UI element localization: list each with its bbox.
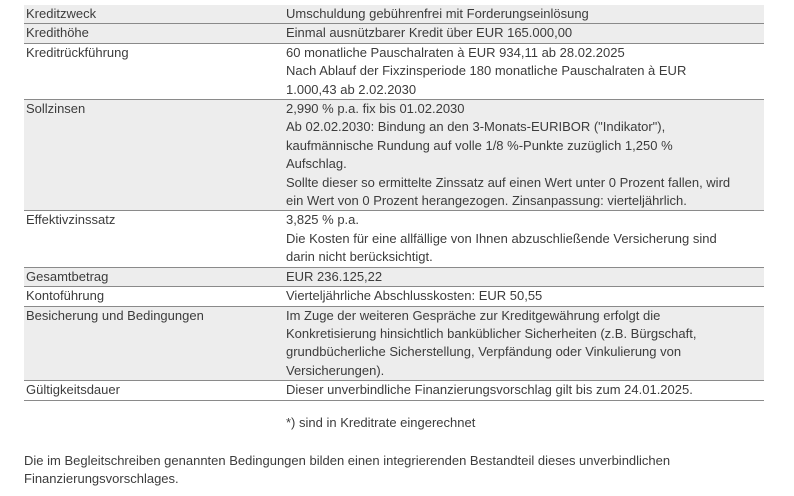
- table-row-kontofuehrung: [24, 287, 764, 306]
- row-value: [284, 267, 764, 286]
- row-value: [284, 43, 764, 99]
- row-value: [284, 24, 764, 43]
- row-label: Kreditrückführung: [24, 43, 284, 99]
- footnote: *) sind in Kreditrate eingerechnet: [286, 415, 476, 430]
- row-value: [284, 381, 764, 400]
- table-row-effektivzinssatz: [24, 211, 764, 267]
- table-row-sollzinsen: [24, 100, 764, 211]
- table-row-kredithoehe: [24, 24, 764, 43]
- row-label: Kreditzweck: [24, 5, 284, 24]
- table-row-kreditzweck: [24, 5, 764, 24]
- row-value: [284, 211, 764, 267]
- value-line: EUR 236.125,22: [286, 268, 383, 284]
- row-value: [284, 306, 764, 381]
- value-line: Ab 02.02.2030: Bindung an den 3-Monats-EURIBOR ("Indikator"),: [286, 119, 666, 135]
- value-line: Im Zuge der weiteren Gespräche zur Kreditgewährung erfolgt die: [286, 307, 661, 323]
- value-line: Sollte dieser so ermittelte Zinssatz auf einen Wert unter 0 Prozent fallen, wird: [286, 174, 731, 190]
- row-value: [284, 100, 764, 211]
- value-line: Nach Ablauf der Fixzinsperiode 180 monatliche Pauschalraten à EUR: [286, 63, 687, 79]
- row-label: Effektivzinssatz: [24, 211, 284, 267]
- closing-paragraph: [24, 452, 764, 489]
- value-line: Umschuldung gebührenfrei mit Forderungseinlösung: [286, 6, 589, 21]
- row-value: [284, 5, 764, 24]
- value-line: grundbücherliche Sicherstellung, Verpfändung oder Vinkulierung von: [286, 344, 682, 360]
- loan-terms-table: [24, 5, 764, 401]
- value-line: 2,990 % p.a. fix bis 01.02.2030: [286, 101, 465, 117]
- row-label: Gesamtbetrag: [24, 267, 284, 286]
- row-label: Kredithöhe: [24, 24, 284, 43]
- value-line: darin nicht berücksichtigt.: [286, 249, 433, 265]
- value-line: 3,825 % p.a.: [286, 212, 359, 228]
- value-line: 1.000,43 ab 2.02.2030: [286, 81, 417, 97]
- value-line: Konkretisierung hinsichtlich banküblicher Sicherheiten (z.B. Bürgschaft,: [286, 325, 697, 341]
- value-line: ein Wert von 0 Prozent herangezogen. Zinsanpassung: vierteljährlich.: [286, 193, 687, 209]
- table-row-gesamtbetrag: [24, 267, 764, 286]
- row-label: Besicherung und Bedingungen: [24, 306, 284, 381]
- row-label: Kontoführung: [24, 287, 284, 306]
- value-line: Dieser unverbindliche Finanzierungsvorschlag gilt bis zum 24.01.2025.: [286, 382, 693, 398]
- row-label: Gültigkeitsdauer: [24, 381, 284, 400]
- value-line: Versicherungen).: [286, 362, 385, 378]
- closing-line: Finanzierungsvorschlages.: [24, 471, 179, 487]
- table-row-gueltigkeitsdauer: [24, 381, 764, 400]
- value-line: Aufschlag.: [286, 156, 347, 172]
- row-label: Sollzinsen: [24, 100, 284, 211]
- value-line: 60 monatliche Pauschalraten à EUR 934,11 ab 28.02.2025: [286, 44, 625, 60]
- table-row-kreditrueckfuehrung: [24, 43, 764, 99]
- value-line: Einmal ausnützbarer Kredit über EUR 165.000,00: [286, 25, 573, 41]
- value-line: Die Kosten für eine allfällige von Ihnen abzuschließende Versicherung sind: [286, 230, 717, 246]
- table-row-besicherung: [24, 306, 764, 381]
- value-line: kaufmännische Rundung auf volle 1/8 %-Punkte zuzüglich 1,250 %: [286, 137, 673, 153]
- row-value: [284, 287, 764, 306]
- closing-line: Die im Begleitschreiben genannten Bedingungen bilden einen integrierenden Bestandteil dieses unverbindlichen: [24, 453, 671, 468]
- value-line: Vierteljährliche Abschlusskosten: EUR 50,55: [286, 288, 543, 304]
